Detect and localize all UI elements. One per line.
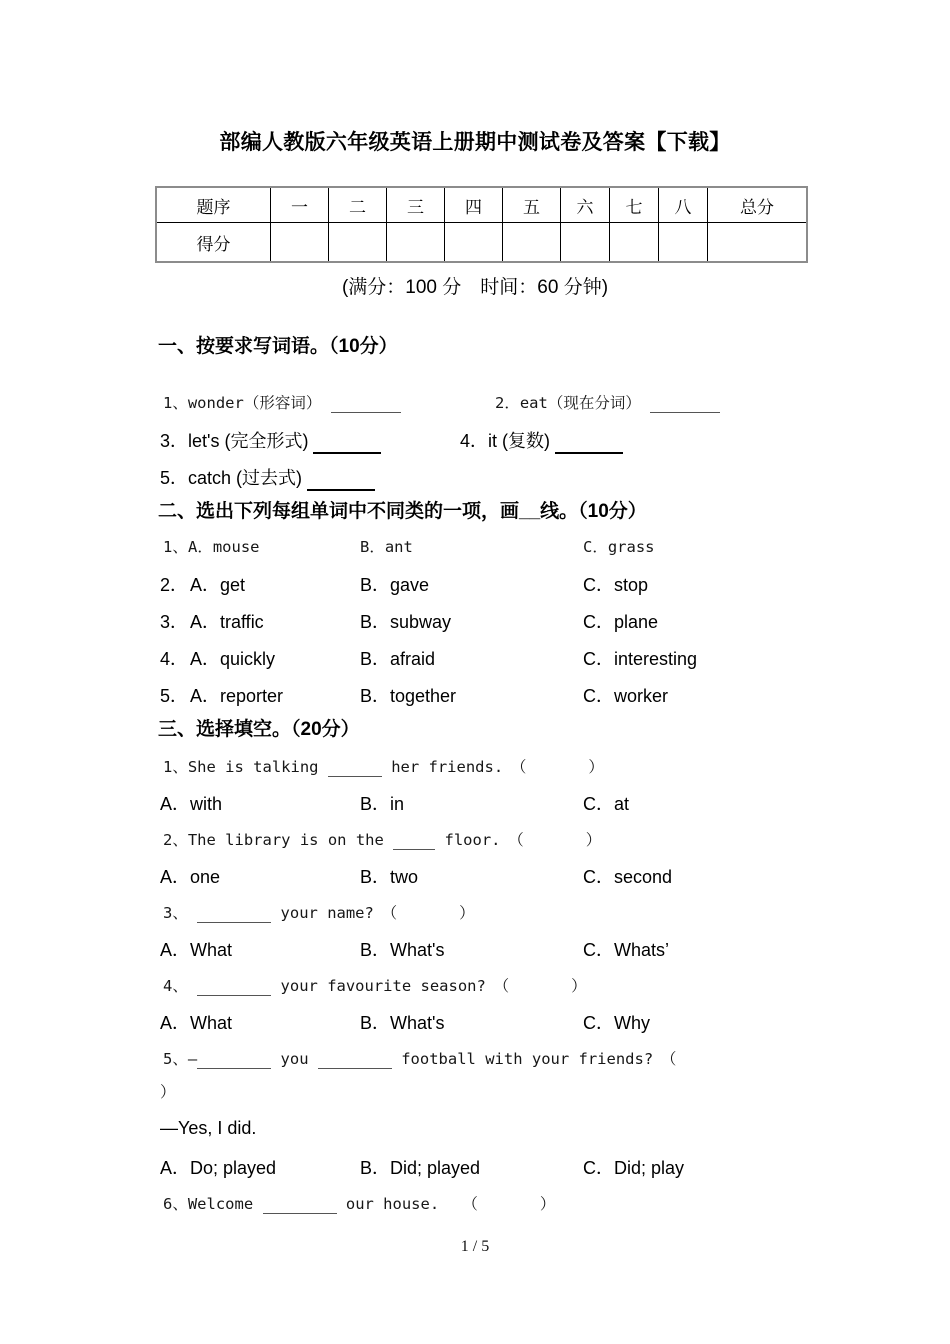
section3-question-5-mid: you [280, 1050, 309, 1068]
section3-question-4-number: 4、 [163, 977, 188, 995]
section3-question-3-number: 3、 [163, 904, 188, 922]
section3-question-3-stem-after: your name? （ ） [280, 904, 475, 922]
section1-item-2-label: 2．eat（现在分词） [495, 394, 641, 412]
table-cell-header-4: 四 [445, 187, 503, 223]
section3-question-1-stem-after: her friends. （ ） [391, 758, 604, 776]
section3-question-6-stem [163, 1192, 555, 1214]
table-cell-header-9: 总分 [708, 187, 808, 223]
section2-row-5-option-b[interactable]: B．together [360, 686, 457, 706]
section3-question-4-stem [163, 974, 587, 996]
section3-question-4-option-c[interactable]: C．Why [583, 1013, 650, 1033]
section1-item-4-label: 4．it (复数) [460, 431, 550, 451]
section3-question-4-blank[interactable] [197, 977, 271, 996]
table-cell-score-2[interactable] [329, 223, 387, 263]
section2-row-5-option-a[interactable]: A．reporter [190, 686, 284, 706]
section3-question-3-blank[interactable] [197, 904, 271, 923]
table-cell-score-8[interactable] [659, 223, 708, 263]
table-cell-header-1: 一 [271, 187, 329, 223]
section1-item-1-blank[interactable] [331, 394, 401, 413]
section2-row-4-number: 4． [160, 649, 189, 669]
section2-row-2-option-a[interactable]: A．get [190, 575, 246, 595]
section2-row-5-option-c[interactable]: C．worker [583, 686, 669, 706]
section3-question-5-option-c[interactable]: C．Did; play [583, 1158, 685, 1178]
section3-question-5-dash: — [187, 1050, 198, 1068]
section2-row-5-number: 5． [160, 686, 189, 706]
section3-question-2-blank[interactable] [393, 831, 435, 850]
section3-question-2-option-b[interactable]: B．two [360, 867, 419, 887]
section1-item-3 [160, 427, 381, 454]
table-cell-score-5[interactable] [503, 223, 561, 263]
section1-item-2 [495, 391, 720, 413]
section2-row-2-number: 2． [160, 575, 189, 595]
section2-row-3-option-c[interactable]: C．plane [583, 612, 659, 632]
table-cell-header-5: 五 [503, 187, 561, 223]
section-heading-3: 三、选择填空。（20分） [158, 719, 360, 740]
section1-item-5 [160, 464, 375, 491]
section3-question-2-stem-before: The library is on the [187, 831, 384, 849]
section3-question-2-option-c[interactable]: C．second [583, 867, 673, 887]
page-title: 部编人教版六年级英语上册期中测试卷及答案【下载】 [219, 131, 731, 154]
section1-item-1-label: 1、wonder（形容词） [163, 394, 322, 412]
section2-row-1-option-a[interactable]: A．mouse [188, 538, 260, 556]
table-cell-header-2: 二 [329, 187, 387, 223]
table-cell-header-3: 三 [387, 187, 445, 223]
section1-item-1 [163, 391, 401, 413]
table-cell-header-6: 六 [561, 187, 610, 223]
section3-question-5-option-b[interactable]: B．Did; played [360, 1158, 481, 1178]
section3-question-6-stem-after: our house. （ ） [345, 1195, 556, 1213]
table-cell-score-label: 得分 [156, 223, 271, 263]
table-row-scores [156, 223, 807, 263]
section3-question-1-number: 1、 [163, 758, 188, 776]
table-cell-score-6[interactable] [561, 223, 610, 263]
section3-question-5-option-a[interactable]: A．Do; played [160, 1158, 277, 1178]
section3-question-3-option-b[interactable]: B．What's [360, 940, 445, 960]
section3-question-1-option-b[interactable]: B．in [360, 794, 405, 814]
section1-item-5-label: 5．catch (过去式) [160, 468, 303, 488]
section3-question-5-answer: —Yes, I did. [160, 1118, 257, 1138]
section3-question-4-option-b[interactable]: B．What's [360, 1013, 445, 1033]
section-heading-2: 二、选出下列每组单词中不同类的一项，画__线。（10分） [158, 501, 647, 522]
table-cell-header-8: 八 [659, 187, 708, 223]
section3-question-5-stem-line2: ） [160, 1083, 176, 1101]
section3-question-4-stem-after: your favourite season? （ ） [280, 977, 587, 995]
section1-item-5-blank[interactable] [307, 468, 375, 491]
section3-question-6-stem-before: Welcome [187, 1195, 254, 1213]
table-cell-score-7[interactable] [610, 223, 659, 263]
section3-question-5-tail: football with your friends? （ [401, 1050, 677, 1068]
section2-row-3-option-a[interactable]: A．traffic [190, 612, 264, 632]
section3-question-4-option-a[interactable]: A．What [160, 1013, 233, 1033]
section3-question-1-option-a[interactable]: A．with [160, 794, 223, 814]
section3-question-2-stem-after: floor. （ ） [444, 831, 602, 849]
section3-question-5-stem-line1 [163, 1047, 676, 1069]
section3-question-3-option-c[interactable]: C．Whats’ [583, 940, 670, 960]
section3-question-6-number: 6、 [163, 1195, 188, 1213]
table-cell-header-0: 题序 [156, 187, 271, 223]
section3-question-5-blank-1[interactable] [197, 1050, 271, 1069]
section1-item-4-blank[interactable] [555, 431, 623, 454]
page-number-footer: 1 / 5 [460, 1238, 490, 1255]
table-cell-header-7: 七 [610, 187, 659, 223]
table-cell-score-1[interactable] [271, 223, 329, 263]
section2-row-1-option-c[interactable]: C．grass [583, 538, 655, 556]
section1-item-3-label: 3．let's (完全形式) [160, 431, 309, 451]
section3-question-2-number: 2、 [163, 831, 188, 849]
section2-row-4-option-c[interactable]: C．interesting [583, 649, 698, 669]
section3-question-6-blank[interactable] [263, 1195, 337, 1214]
table-cell-score-4[interactable] [445, 223, 503, 263]
section2-row-3-option-b[interactable]: B．subway [360, 612, 452, 632]
section2-row-4-option-a[interactable]: A．quickly [190, 649, 276, 669]
section3-question-3-option-a[interactable]: A．What [160, 940, 233, 960]
section3-question-2-stem [163, 828, 601, 850]
table-row-headers [156, 187, 807, 223]
section-heading-1: 一、按要求写词语。（10分） [158, 336, 398, 357]
section3-question-2-option-a[interactable]: A．one [160, 867, 221, 887]
section3-question-5-number: 5、 [163, 1050, 188, 1068]
section2-row-1-number: 1、 [163, 538, 188, 556]
section2-row-2-option-c[interactable]: C．stop [583, 575, 649, 595]
section2-row-3-number: 3． [160, 612, 189, 632]
table-cell-score-3[interactable] [387, 223, 445, 263]
section2-row-4-option-b[interactable]: B．afraid [360, 649, 436, 669]
section1-item-3-blank[interactable] [313, 431, 381, 454]
section3-question-1-stem [163, 755, 604, 777]
score-table [155, 186, 808, 263]
section3-question-1-blank[interactable] [328, 758, 382, 777]
exam-meta-subtitle: (满分：100 分 时间：60 分钟) [341, 277, 609, 298]
section2-row-1-option-b[interactable]: B．ant [360, 538, 413, 556]
section3-question-1-option-c[interactable]: C．at [583, 794, 630, 814]
section2-row-2-option-b[interactable]: B．gave [360, 575, 430, 595]
section1-item-2-blank[interactable] [650, 394, 720, 413]
section1-item-4 [460, 427, 623, 454]
section3-question-1-stem-before: She is talking [187, 758, 319, 776]
table-cell-score-total[interactable] [708, 223, 808, 263]
section3-question-5-blank-2[interactable] [318, 1050, 392, 1069]
score-table-container [155, 186, 795, 263]
section3-question-3-stem [163, 901, 475, 923]
